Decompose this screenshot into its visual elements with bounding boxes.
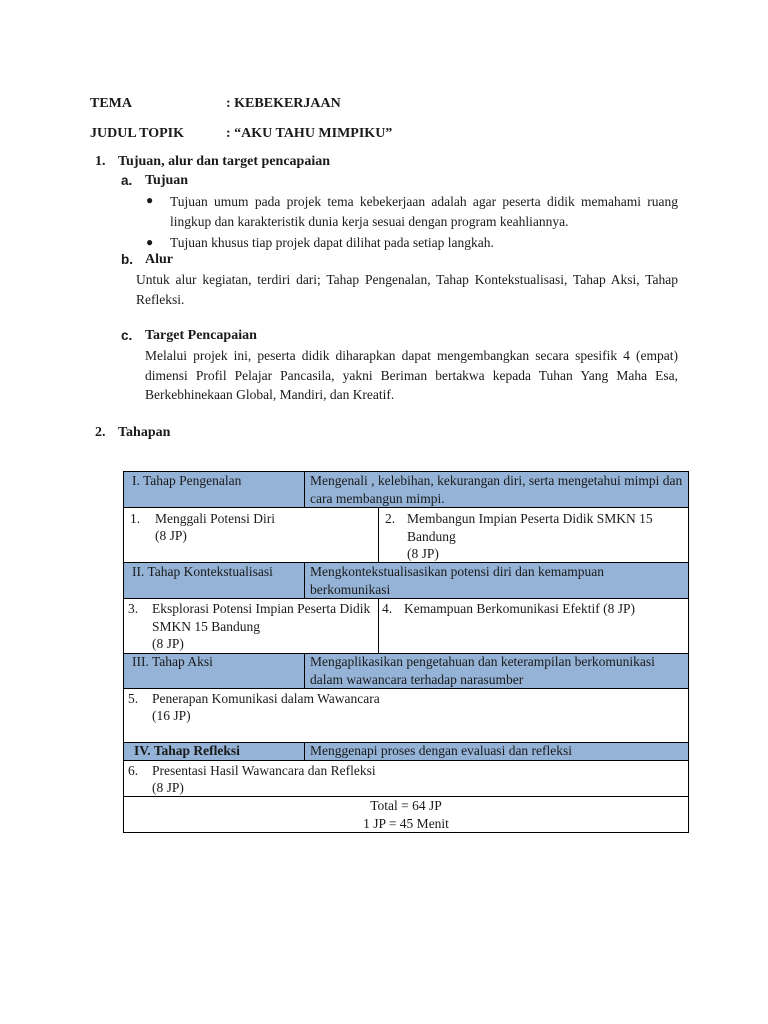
tujuan-bullet-2: Tujuan khusus tiap projek dapat dilihat pada setiap langkah. xyxy=(170,235,494,250)
stage-1-description: Mengenali , kelebihan, kekurangan diri, serta mengetahui mimpi dan cara membangun mimpi. xyxy=(310,473,683,506)
section-1c-marker: c. xyxy=(121,328,133,343)
table-row-divider xyxy=(123,653,689,654)
section-1a-title: Tujuan xyxy=(145,173,189,188)
item-5-title: Penerapan Komunikasi dalam Wawancara xyxy=(152,691,380,706)
table-border-bottom xyxy=(123,832,689,833)
section-1-number: 1. xyxy=(95,154,106,169)
stage-4-description: Menggenapi proses dengan evaluasi dan refleksi xyxy=(310,743,573,758)
bullet-icon: ● xyxy=(146,193,154,207)
table-col-divider xyxy=(304,562,305,599)
item-1-jp: (8 JP) xyxy=(155,528,187,543)
table-col-divider xyxy=(304,653,305,689)
stage-3-title: III. Tahap Aksi xyxy=(132,654,213,669)
stage-3-description: Mengaplikasikan pengetahuan dan keterampilan berkomunikasi dalam wawancara terhadap narasumber xyxy=(310,654,655,687)
table-row-divider xyxy=(123,760,689,761)
table-col-divider xyxy=(304,742,305,761)
item-2-jp: (8 JP) xyxy=(407,546,439,561)
section-2-number: 2. xyxy=(95,425,106,440)
tema-label: TEMA xyxy=(90,96,132,111)
alur-text: Untuk alur kegiatan, terdiri dari; Tahap Pengenalan, Tahap Kontekstualisasi, Tahap Aksi, Tahap Refleksi. xyxy=(136,272,678,307)
table-col-divider xyxy=(378,507,379,563)
jp-definition: 1 JP = 45 Menit xyxy=(363,816,449,831)
table-row-divider xyxy=(123,598,689,599)
table-col-divider xyxy=(304,471,305,508)
item-6-number: 6. xyxy=(128,763,139,778)
judul-topik-value: : “AKU TAHU MIMPIKU” xyxy=(226,126,393,141)
section-2-title: Tahapan xyxy=(118,425,171,440)
item-5-number: 5. xyxy=(128,691,139,706)
bullet-icon: ● xyxy=(146,235,154,249)
judul-topik-label: JUDUL TOPIK xyxy=(90,126,185,141)
item-4-title: Kemampuan Berkomunikasi Efektif (8 JP) xyxy=(404,601,635,616)
stage-4-title: IV. Tahap Refleksi xyxy=(134,743,240,758)
table-border-right xyxy=(688,471,689,833)
item-3-jp: (8 JP) xyxy=(152,636,184,651)
section-1c-title: Target Pencapaian xyxy=(145,328,257,343)
item-1-title: Menggali Potensi Diri xyxy=(155,511,275,526)
target-text: Melalui projek ini, peserta didik diharapkan dapat mengembangkan secara spesifik 4 (empat) dimensi Profil Pelajar Pancasila, yakni Beriman bertakwa kepada Tuhan Yang Maha Esa, Berkebhinekaan Global, Mandiri, dan Kreatif. xyxy=(145,348,678,402)
total-jp: Total = 64 JP xyxy=(370,798,442,813)
item-2-title: Membangun Impian Peserta Didik SMKN 15 Bandung xyxy=(407,511,653,544)
stage-2-title: II. Tahap Kontekstualisasi xyxy=(132,564,273,579)
table-row-divider xyxy=(123,507,689,508)
item-3-title: Eksplorasi Potensi Impian Peserta Didik SMKN 15 Bandung xyxy=(152,601,371,634)
section-1b-marker: b. xyxy=(121,252,133,267)
tujuan-bullet-1: Tujuan umum pada projek tema kebekerjaan adalah agar peserta didik memahami ruang lingkup dan karakteristik dunia kerja sesuai dengan program keahliannya. xyxy=(170,194,678,229)
table-border-top xyxy=(123,471,689,472)
table-row-divider xyxy=(123,562,689,563)
tema-value: : KEBEKERJAAN xyxy=(226,96,341,111)
stage-1-title: I. Tahap Pengenalan xyxy=(132,473,242,488)
item-2-number: 2. xyxy=(385,511,396,526)
table-row-divider xyxy=(123,742,689,743)
table-row-divider xyxy=(123,796,689,797)
section-1b-title: Alur xyxy=(145,252,173,267)
item-1-number: 1. xyxy=(130,511,141,526)
item-6-title: Presentasi Hasil Wawancara dan Refleksi xyxy=(152,763,376,778)
item-5-jp: (16 JP) xyxy=(152,708,191,723)
item-3-number: 3. xyxy=(128,601,139,616)
table-border-left xyxy=(123,471,124,833)
section-1-title: Tujuan, alur dan target pencapaian xyxy=(118,154,330,169)
item-6-jp: (8 JP) xyxy=(152,780,184,795)
section-1a-marker: a. xyxy=(121,173,133,188)
stage-2-description: Mengkontekstualisasikan potensi diri dan kemampuan berkomunikasi xyxy=(310,564,604,597)
table-row-divider xyxy=(123,688,689,689)
item-4-number: 4. xyxy=(382,601,393,616)
table-col-divider xyxy=(378,598,379,654)
